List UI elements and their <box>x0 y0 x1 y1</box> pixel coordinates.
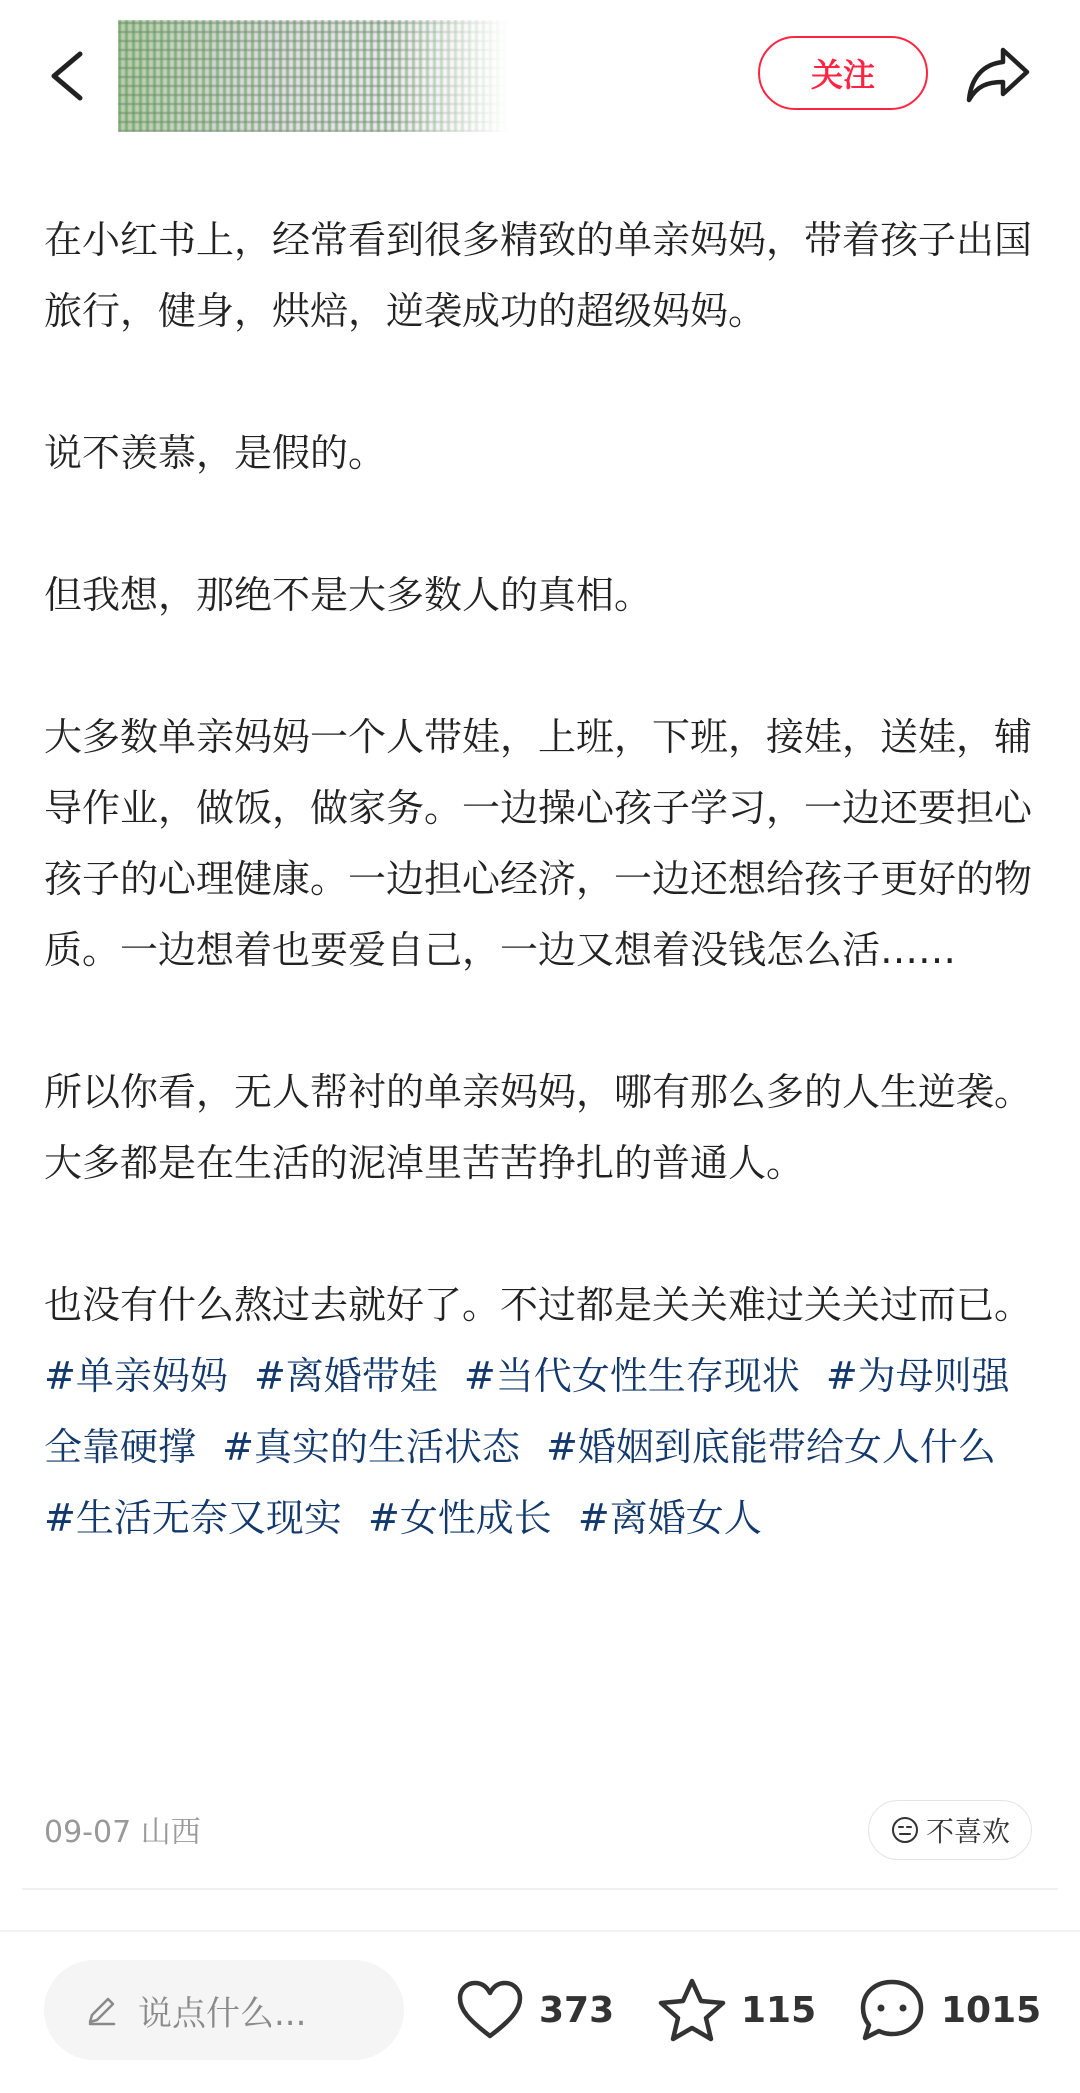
hashtag[interactable]: #真实的生活状态 <box>222 1425 520 1469</box>
share-icon <box>963 38 1033 108</box>
share-button[interactable] <box>963 38 1033 108</box>
star-icon <box>657 1977 727 2043</box>
follow-button[interactable]: 关注 <box>758 36 928 110</box>
comment-bubble-icon <box>857 1976 927 2044</box>
post-paragraph: 说不羡慕，是假的。 <box>44 431 387 475</box>
post-body <box>44 205 1044 1554</box>
comment-input[interactable] <box>44 1960 404 2060</box>
back-button[interactable] <box>40 40 100 110</box>
post-paragraph: 也没有什么熬过去就好了。不过都是关关难过关关过而已。 <box>44 1283 1033 1327</box>
hashtag[interactable]: #为母则强全靠硬撑 <box>44 1354 1010 1469</box>
like-count: 373 <box>539 1989 615 2031</box>
comment-placeholder: 说点什么... <box>138 1993 307 2034</box>
post-paragraph: 在小红书上，经常看到很多精致的单亲妈妈，带着孩子出国旅行，健身，烘焙，逆袭成功的超级妈妈。 <box>44 218 1033 333</box>
post-paragraph: 大多数单亲妈妈一个人带娃，上班，下班，接娃，送娃，辅导作业，做饭，做家务。一边操心孩子学习，一边还要担心孩子的心理健康。一边担心经济，一边还想给孩子更好的物质。一边想着也要爱自己，一边又想着没钱怎么活…… <box>44 715 1033 972</box>
divider <box>22 1888 1058 1890</box>
collect-button[interactable] <box>657 1970 816 2050</box>
top-bar <box>0 0 1080 150</box>
like-button[interactable] <box>455 1970 614 2050</box>
dislike-face-icon <box>890 1815 920 1845</box>
post-date-location: 09-07 山西 <box>44 1815 201 1850</box>
pencil-icon <box>84 1992 120 2028</box>
collect-count: 115 <box>741 1989 817 2031</box>
heart-icon <box>455 1978 525 2042</box>
comment-button[interactable] <box>857 1970 1041 2050</box>
bottom-action-bar <box>0 1930 1080 2093</box>
hashtag[interactable]: #离婚带娃 <box>253 1354 438 1398</box>
hashtag[interactable]: #单亲妈妈 <box>44 1354 228 1398</box>
post-paragraph: 但我想，那绝不是大多数人的真相。 <box>44 573 653 617</box>
hashtag[interactable]: #生活无奈又现实 <box>44 1496 342 1540</box>
post-paragraph: 所以你看，无人帮衬的单亲妈妈，哪有那么多的人生逆袭。大多都是在生活的泥淖里苦苦挣扎的普通人。 <box>44 1070 1033 1185</box>
author-avatar[interactable] <box>118 20 508 132</box>
comment-count: 1015 <box>941 1989 1042 2031</box>
back-arrow-icon <box>40 40 100 110</box>
dislike-button[interactable] <box>868 1800 1032 1860</box>
hashtag[interactable]: #女性成长 <box>367 1496 552 1540</box>
hashtag-list <box>44 1341 1044 1554</box>
hashtag[interactable]: #婚姻到底能带给女人什么 <box>546 1425 996 1469</box>
hashtag[interactable]: #离婚女人 <box>577 1496 762 1540</box>
dislike-label: 不喜欢 <box>925 1815 1010 1848</box>
hashtag[interactable]: #当代女性生存现状 <box>463 1354 800 1398</box>
